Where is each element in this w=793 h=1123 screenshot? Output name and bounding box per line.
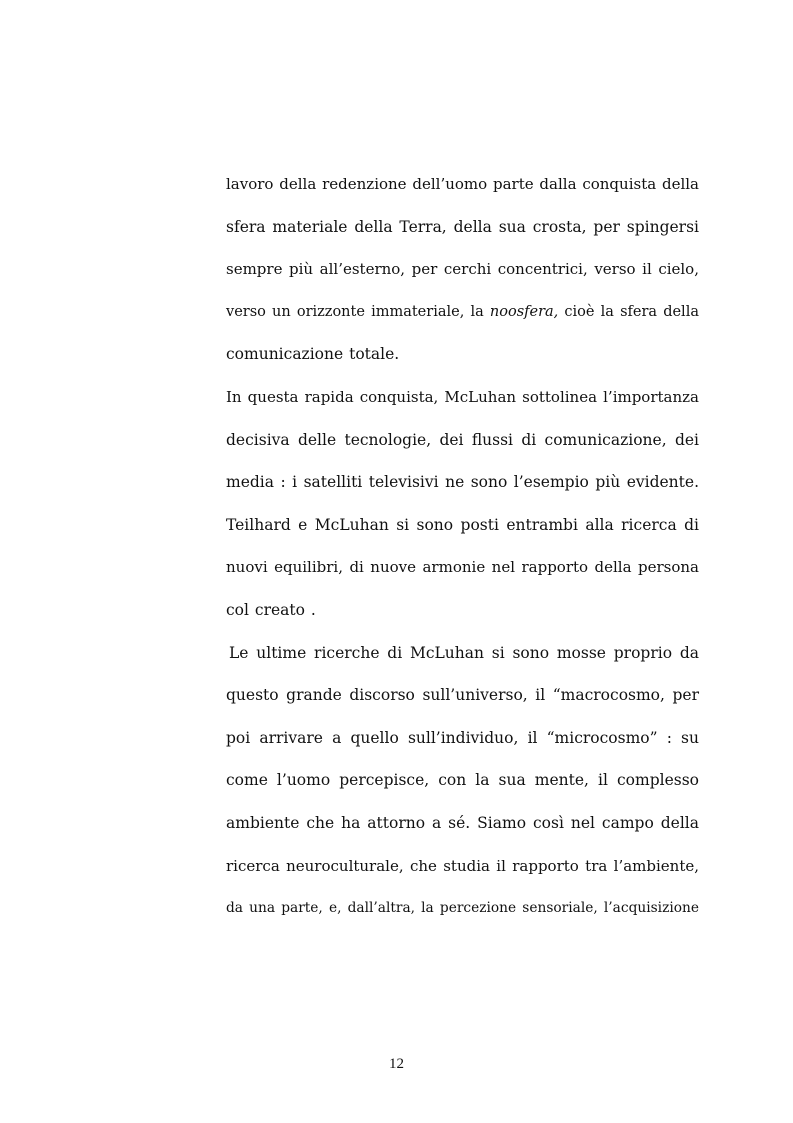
text-line [226, 296, 699, 339]
text-line: Teilhard e McLuhan si sono posti entrambi alla ricerca di [226, 515, 699, 534]
text-line: Le ultime ricerche di McLuhan si sono mosse proprio da [229, 643, 699, 662]
text-line: col creato . [226, 600, 316, 619]
page-number: 12 [389, 1056, 404, 1072]
text-line: nuovi equilibri, di nuove armonie nel rapporto della persona [226, 558, 699, 577]
text-line: poi arrivare a quello sull’individuo, il “microcosmo” : su [226, 728, 699, 747]
text-line: come l’uomo percepisce, con la sua mente, il complesso [226, 771, 699, 790]
text-line: lavoro della redenzione dell’uomo parte dalla conquista della [226, 175, 699, 193]
text-segment: cioè la sfera della [558, 303, 699, 320]
text-line: decisiva delle tecnologie, dei flussi di comunicazione, dei [226, 430, 699, 449]
body-text [226, 168, 699, 935]
text-line: questo grande discorso sull’universo, il “macrocosmo, per [226, 686, 699, 705]
text-line: media : i satelliti televisivi ne sono l’esempio più evidente. [226, 473, 699, 492]
text-line: comunicazione totale. [226, 345, 400, 364]
text-line: ambiente che ha attorno a sé. Siamo così nel campo della [226, 813, 699, 832]
text-segment: verso un orizzonte immateriale, la [226, 303, 490, 320]
italic-term-noosfera: noosfera, [489, 303, 559, 320]
text-line: In questa rapida conquista, McLuhan sottolinea l’importanza [226, 387, 699, 406]
text-line: da una parte, e, dall’altra, la percezione sensoriale, l’acquisizione [226, 900, 699, 917]
text-line: ricerca neuroculturale, che studia il rapporto tra l’ambiente, [226, 856, 699, 875]
text-line: sempre più all’esterno, per cerchi concentrici, verso il cielo, [226, 260, 699, 279]
text-line: sfera materiale della Terra, della sua crosta, per spingersi [226, 217, 699, 236]
